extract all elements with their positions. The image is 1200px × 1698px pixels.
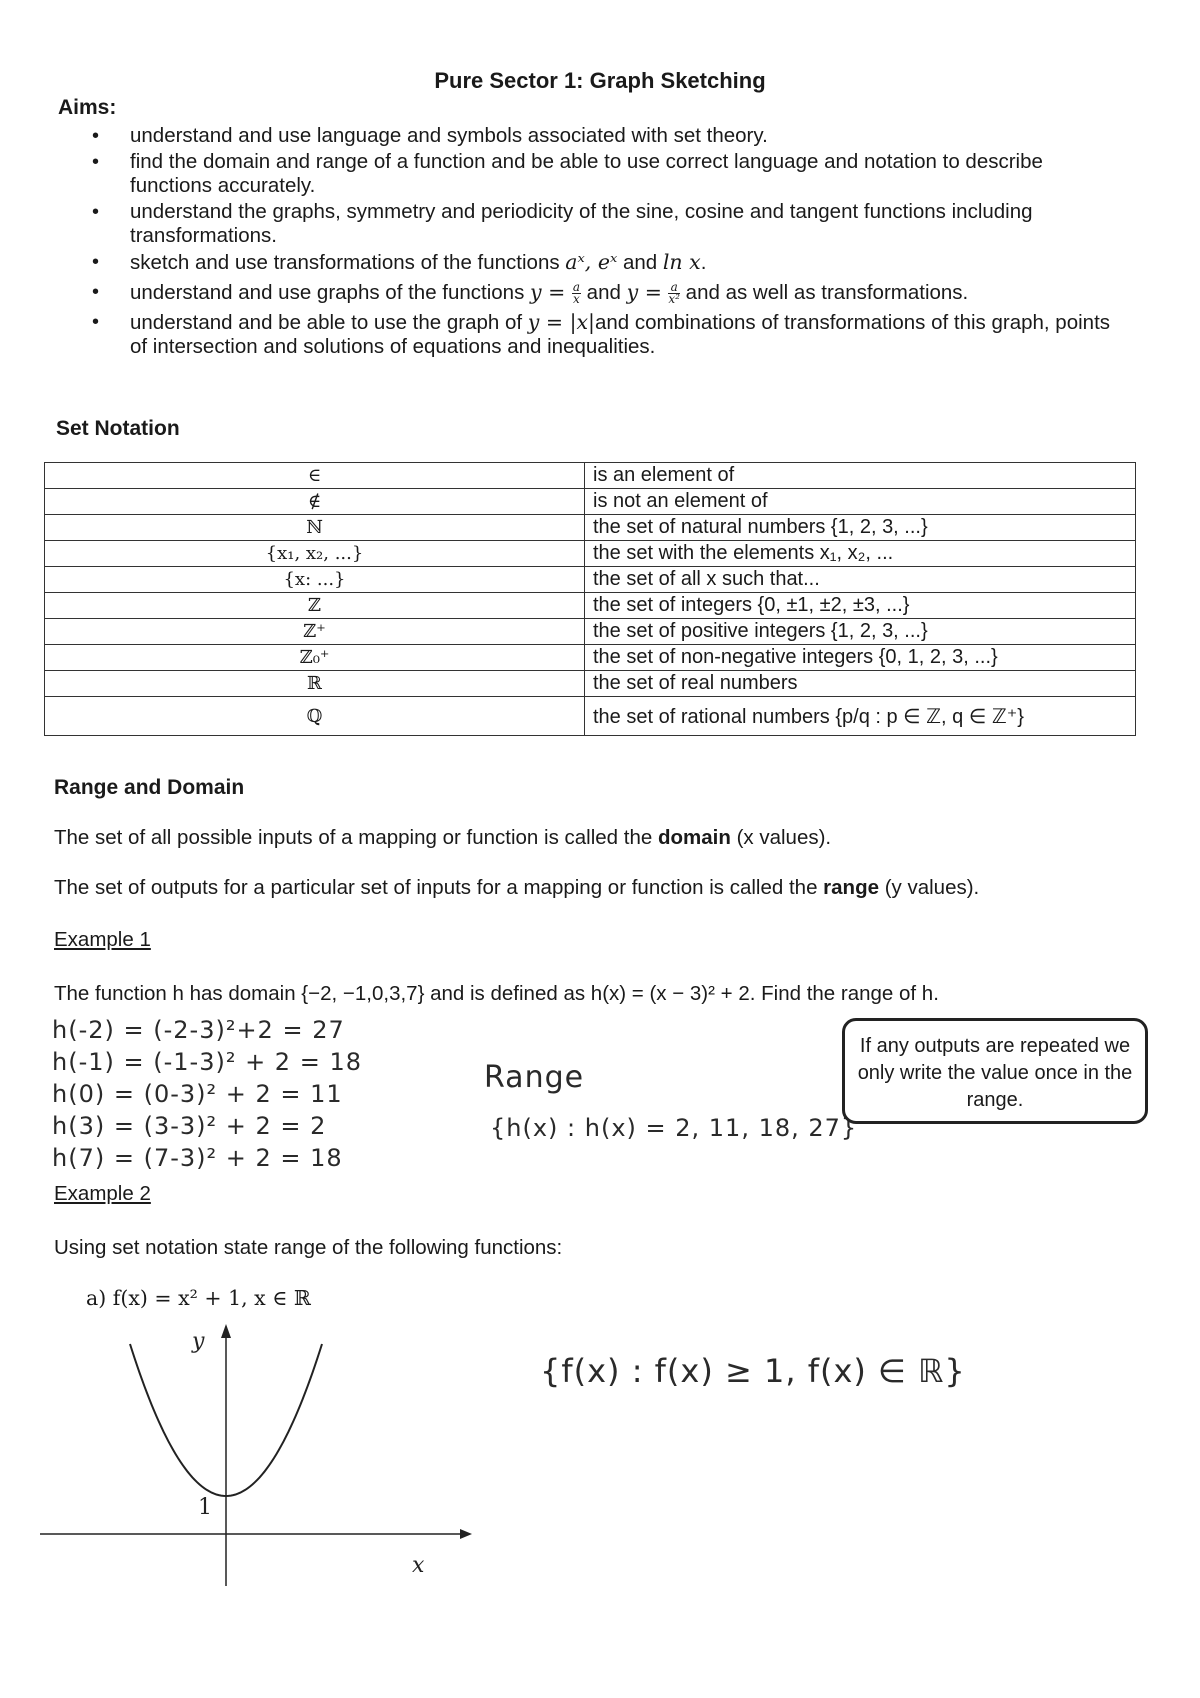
page-title: Pure Sector 1: Graph Sketching (434, 68, 766, 93)
meaning-cell: the set of non-negative integers {0, 1, 2, 3, ...} (585, 645, 1136, 671)
table-row (45, 515, 1136, 541)
table-row (45, 593, 1136, 619)
aim-item: • find the domain and range of a function and be able to use correct language and notation to describe functions accurately. (90, 150, 1130, 198)
table-row (45, 671, 1136, 697)
symbol-cell: ℚ (45, 697, 585, 736)
range-label-handwritten: Range (484, 1060, 585, 1095)
range-definition: The set of outputs for a particular set of inputs for a mapping or function is called the range (y values). (54, 876, 980, 899)
meaning-cell: the set of rational numbers {p/q : p ∈ ℤ, q ∈ ℤ⁺} (585, 697, 1136, 736)
aim-item: • understand the graphs, symmetry and periodicity of the sine, cosine and tangent functions including transformations. (90, 200, 1130, 248)
meaning-cell: the set of natural numbers {1, 2, 3, ...} (585, 515, 1136, 541)
symbol-cell: ℤ₀⁺ (45, 645, 585, 671)
aim-item: • understand and use graphs of the functions y = $\frac{a}{x}$ and y = $\frac{a}{\text{x²}}$ and as well as transformations. (90, 277, 1130, 308)
symbol-cell: ℤ (45, 593, 585, 619)
table-row (45, 541, 1136, 567)
symbol-cell: {x₁, x₂, ...} (45, 541, 585, 567)
table-row (45, 697, 1136, 736)
y-axis-label: y (192, 1329, 205, 1354)
symbol-cell: ℕ (45, 515, 585, 541)
working-line: h(-2) = (-2-3)²+2 = 27 (52, 1016, 345, 1044)
meaning-cell: is not an element of (585, 489, 1136, 515)
meaning-cell: the set with the elements x₁, x₂, ... (585, 541, 1136, 567)
aim-item: • sketch and use transformations of the functions aˣ, eˣ and ln x. (90, 250, 1130, 275)
symbol-cell: ℤ⁺ (45, 619, 585, 645)
working-line: h(7) = (7-3)² + 2 = 18 (52, 1144, 343, 1172)
aims-list (90, 124, 1130, 361)
working-line: h(0) = (0-3)² + 2 = 11 (52, 1080, 343, 1108)
table-row (45, 645, 1136, 671)
table-row (45, 489, 1136, 515)
range-answer-handwritten: {h(x) : h(x) = 2, 11, 18, 27} (490, 1114, 858, 1142)
answer-a-handwritten: {f(x) : f(x) ≥ 1, f(x) ∈ ℝ} (540, 1352, 966, 1390)
example2-part-a: a) f(x) = x² + 1, x ∈ ℝ (86, 1286, 311, 1310)
meaning-cell: the set of positive integers {1, 2, 3, ...} (585, 619, 1136, 645)
aim-item: • understand and use language and symbols associated with set theory. (90, 124, 1130, 148)
set-notation-table (44, 462, 1136, 736)
aim-item: • understand and be able to use the graph of y = |x|and combinations of transformations of this graph, points of intersection and solutions of equations and inequalities. (90, 310, 1130, 359)
meaning-cell: the set of all x such that... (585, 567, 1136, 593)
y-intercept-label: 1 (198, 1495, 212, 1520)
range-domain-heading: Range and Domain (54, 776, 245, 799)
x-axis-arrow-icon (460, 1529, 472, 1539)
fraction-a-over-x-squared: $\frac{a}{\text{x²}}$ (668, 280, 680, 307)
meaning-cell: the set of integers {0, ±1, ±2, ±3, ...} (585, 593, 1136, 619)
meaning-cell: is an element of (585, 463, 1136, 489)
working-line: h(-1) = (-1-3)² + 2 = 18 (52, 1048, 362, 1076)
y-axis-arrow-icon (221, 1324, 231, 1338)
example1-question: The function h has domain {−2, −1,0,3,7} and is defined as h(x) = (x − 3)² + 2. Find the range of h. (54, 982, 939, 1005)
symbol-cell: ℝ (45, 671, 585, 697)
meaning-cell: the set of real numbers (585, 671, 1136, 697)
aims-heading: Aims: (58, 96, 117, 119)
example2-instruction: Using set notation state range of the following functions: (54, 1236, 563, 1259)
x-axis-label: x (412, 1553, 425, 1578)
table-row (45, 567, 1136, 593)
symbol-cell: {x: ...} (45, 567, 585, 593)
example2-label: Example 2 (54, 1182, 151, 1205)
fraction-a-over-x: $\frac{a}{x}$ (572, 280, 580, 307)
table-row (45, 619, 1136, 645)
note-box: If any outputs are repeated we only write the value once in the range. (842, 1018, 1148, 1124)
set-notation-heading: Set Notation (56, 417, 180, 440)
example1-label: Example 1 (54, 928, 151, 951)
table-row (45, 463, 1136, 489)
parabola-graph (40, 1318, 480, 1588)
symbol-cell: ∈ (45, 463, 585, 489)
symbol-cell: ∉ (45, 489, 585, 515)
domain-definition: The set of all possible inputs of a mapping or function is called the domain (x values). (54, 826, 832, 849)
working-line: h(3) = (3-3)² + 2 = 2 (52, 1112, 327, 1140)
